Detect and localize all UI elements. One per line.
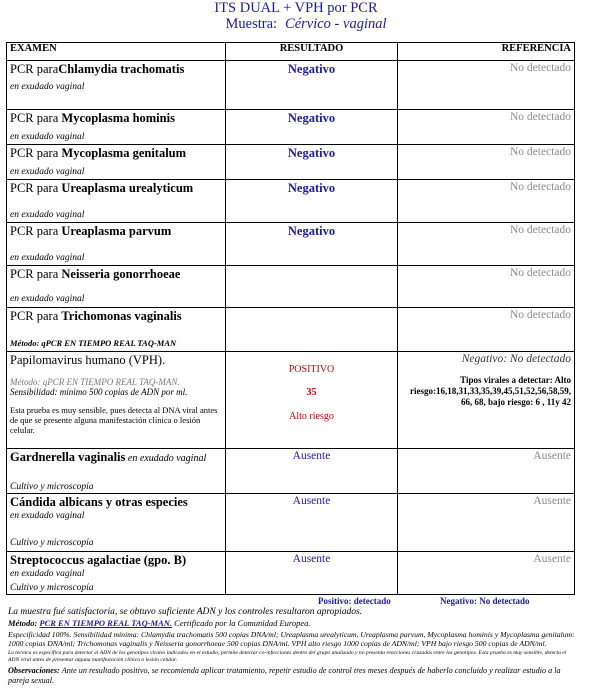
exam-cell: PCR para Trichomonas vaginalis Método: qPCR EN TIEMPO REAL TAQ-MAN: [7, 308, 226, 352]
vph-result-cell: [226, 352, 398, 449]
result-cell: Ausente: [226, 449, 398, 494]
vph-reference-cell: [398, 352, 575, 449]
exam-cell: PCR para Ureaplasma parvum en exudado vaginal: [7, 223, 226, 266]
footer-observations: Observaciones: Ante un resultado positivo, se recomienda aplicar tratamiento, repetir estudio de control tres meses después de haberlo concluido y realizar estudio a la pareja sexual.: [8, 666, 561, 685]
reference-cell: No detectado: [398, 145, 575, 180]
result-cell: Negativo: [226, 223, 398, 266]
exam-cell: PCR paraChlamydia trachomatis en exudado vaginal: [7, 61, 226, 110]
reference-cell: No detectado: [398, 266, 575, 308]
table-row: [7, 61, 575, 110]
result-cell: Ausente: [226, 494, 398, 552]
footer-sample-note: La muestra fué satisfactoria, se obtuvo suficiente ADN y los controles resultaron apropiados.: [8, 607, 363, 617]
table-row: [7, 552, 575, 595]
vph-positive: POSITIVO: [288, 364, 335, 375]
table-row: [7, 110, 575, 145]
result-cell: Negativo: [226, 180, 398, 223]
vph-sensitivity: Sensibilidad: mínimo 500 copias de ADN por ml.: [10, 387, 188, 397]
result-cell: [226, 266, 398, 308]
result-cell: Negativo: [226, 145, 398, 180]
result-cell: Negativo: [226, 110, 398, 145]
reference-cell: Ausente: [398, 552, 575, 595]
col-result: RESULTADO: [226, 43, 398, 61]
report-title: ITS DUAL + VPH por PCR: [214, 0, 378, 16]
reference-cell: No detectado: [398, 308, 575, 352]
legend-negative: Negativo: No detectado: [440, 596, 530, 606]
result-cell: Ausente: [226, 552, 398, 595]
col-reference: REFERENCIA: [398, 43, 575, 61]
reference-cell: No detectado: [398, 110, 575, 145]
vph-ref: Negativo: No detectado: [461, 353, 571, 365]
exam-cell: [7, 352, 226, 449]
table-row: [7, 145, 575, 180]
col-exam: EXAMEN: [7, 43, 226, 61]
exam-cell: Gardnerella vaginalis en exudado vaginal Cultivo y microscopía: [7, 449, 226, 494]
result-cell: [226, 308, 398, 352]
method-link[interactable]: PCR EN TIEMPO REAL TAQ-MAN.: [39, 618, 173, 628]
exam-cell: PCR para Ureaplasma urealyticum en exudado vaginal: [7, 180, 226, 223]
table-row: [7, 494, 575, 552]
table-row: [7, 266, 575, 308]
table-row-vph: [7, 352, 575, 449]
reference-cell: No detectado: [398, 180, 575, 223]
legend-positive: Positivo: detectado: [318, 596, 391, 606]
table-row: [7, 308, 575, 352]
reference-cell: No detectado: [398, 223, 575, 266]
footer-method: Método: PCR EN TIEMPO REAL TAQ-MAN. Certificado por la Comunidad Europea.: [8, 618, 311, 628]
exam-cell: PCR para Mycoplasma genitalum en exudado vaginal: [7, 145, 226, 180]
exam-cell: Cándida albicans y otras especies en exudado vaginal Cultivo y microscopía: [7, 494, 226, 552]
result-cell: Negativo: [226, 61, 398, 110]
vph-method: Método: qPCR EN TIEMPO REAL TAQ-MAN.: [10, 377, 180, 387]
reference-cell: Ausente: [398, 494, 575, 552]
exam-cell: Streptococcus agalactiae (gpo. B) en exudado vaginal Cultivo y microscopía: [7, 552, 226, 595]
table-row: [7, 223, 575, 266]
vph-name: Papilomavirus humano (VPH).: [10, 353, 166, 367]
vph-count: 35: [306, 387, 317, 398]
footer-specificity: Especificidad 100%. Sensibilidad mínima: Chlamydia trachomatis 500 copias DNA/ml; Ureaplasma urealyticum, Ureaplasma parvum, Mycoplasma hominis y Mycoplasma genitalum: 1000 copias DNA/ml; Trichomonas vaginalis y Neisseria gonorrhoeae 500 copias DNA/ml. VPH alto riesgo 1000 copias de ADN/ml; VPH bajo riesgo 500 copias de ADN/ml.: [8, 630, 575, 648]
reference-cell: Ausente: [398, 449, 575, 494]
results-table: [6, 42, 575, 595]
reference-cell: No detectado: [398, 61, 575, 110]
exam-cell: PCR para Mycoplasma hominis en exudado vaginal: [7, 110, 226, 145]
table-row: [7, 449, 575, 494]
sample-value: Cérvico - vaginal: [285, 16, 387, 32]
table-header: [7, 43, 575, 61]
sample-label: Muestra:: [225, 16, 278, 32]
sample-line: [0, 16, 592, 33]
table-row: [7, 180, 575, 223]
vph-risk: Alto riesgo: [289, 411, 334, 422]
exam-cell: PCR para Neisseria gonorrhoeae en exudado vaginal: [7, 266, 226, 308]
footer-fine-print: La técnica es específica para detectar el ADN de los genotipos virales indicados en el estudio, permite detectar co-infecciones dentro del grupo analizado y no presenta reacciones cruzadas entre los genotipos. Esta prueba es muy sensible, detecta el ADN viral antes de presentar alguna manifestación clínica o lesión celular.: [8, 650, 567, 663]
vph-types: Tipos virales a detectar: Alto riesgo:16,18,31,33,35,39,45,51,52,56,58,59, 66, 68, bajo riesgo: 6 , 11y 42: [410, 375, 571, 407]
vph-note: Esta prueba es muy sensible, pues detecta al DNA viral antes de que se presente alguna manifestación clínica o lesión celular.: [10, 405, 218, 435]
